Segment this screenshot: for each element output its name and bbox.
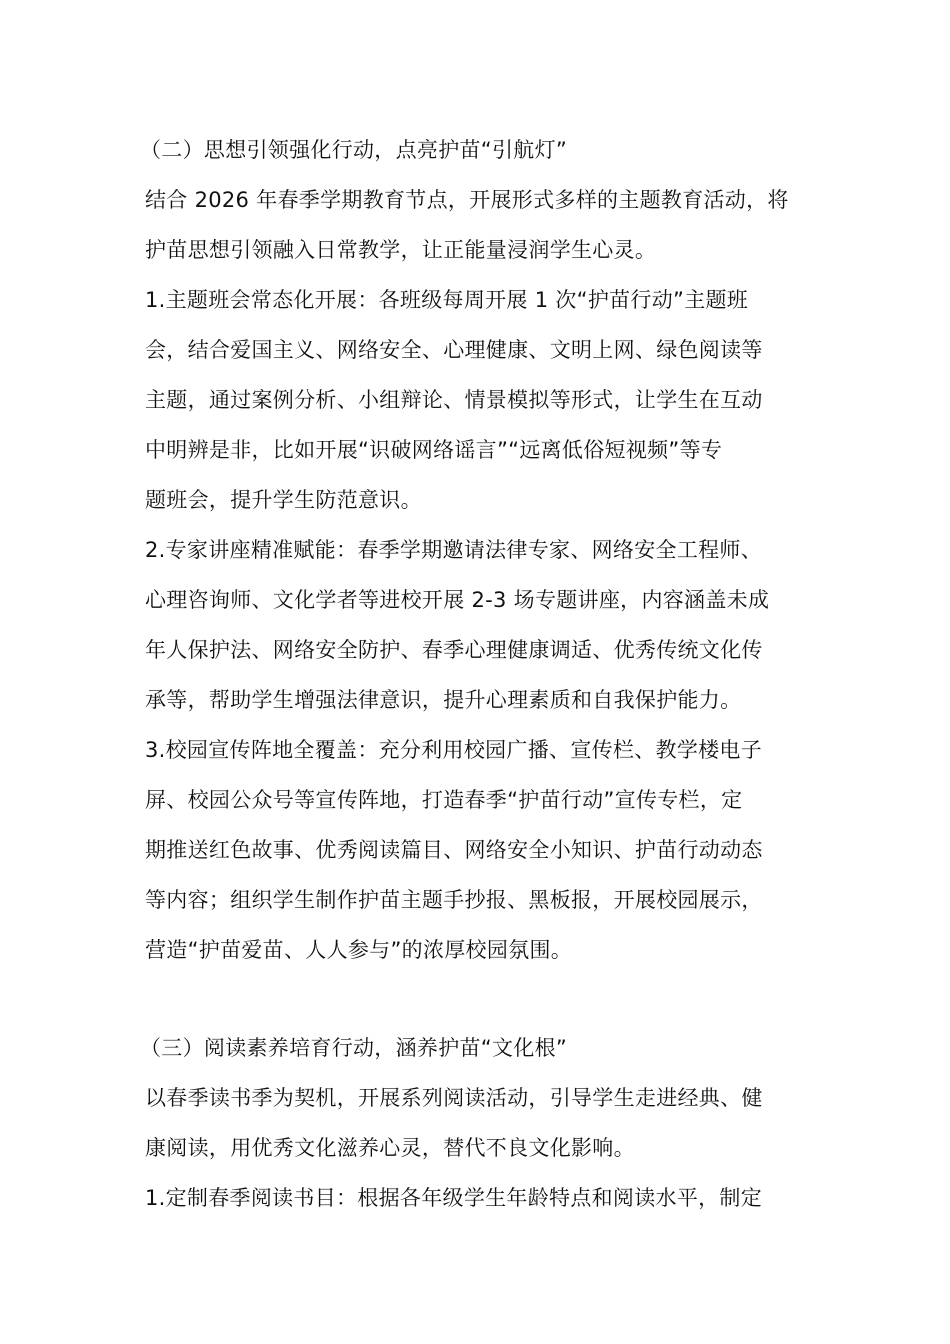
- list-item-line: 等内容；组织学生制作护苗主题手抄报、黑板报，开展校园展示，: [145, 888, 763, 912]
- list-item-line: 承等，帮助学生增强法律意识，提升心理素质和自我保护能力。: [145, 688, 742, 712]
- list-item-line: 1.定制春季阅读书目：根据各年级学生年龄特点和阅读水平，制定: [145, 1186, 763, 1210]
- list-item-line: 1.主题班会常态化开展：各班级每周开展 1 次“护苗行动”主题班: [145, 288, 749, 312]
- section-3-heading: （三）阅读素养培育行动，涵养护苗“文化根”: [140, 1036, 568, 1060]
- list-item-line: 3.校园宣传阵地全覆盖：充分利用校园广播、宣传栏、教学楼电子: [145, 738, 763, 762]
- list-item-line: 期推送红色故事、优秀阅读篇目、网络安全小知识、护苗行动动态: [145, 838, 763, 862]
- list-item-line: 心理咨询师、文化学者等进校开展 2-3 场专题讲座，内容涵盖未成: [145, 588, 770, 612]
- paragraph-line: 康阅读，用优秀文化滋养心灵，替代不良文化影响。: [145, 1136, 635, 1160]
- section-2-heading: （二）思想引领强化行动，点亮护苗“引航灯”: [140, 138, 568, 162]
- list-item-line: 题班会，提升学生防范意识。: [145, 488, 422, 512]
- paragraph-line: 以春季读书季为契机，开展系列阅读活动，引导学生走进经典、健: [145, 1086, 763, 1110]
- list-item-line: 营造“护苗爱苗、人人参与”的浓厚校园氛围。: [145, 938, 573, 962]
- paragraph-line: 护苗思想引领融入日常教学，让正能量浸润学生心灵。: [145, 238, 657, 262]
- list-item-line: 中明辨是非，比如开展“识破网络谣言”“远离低俗短视频”等专: [145, 438, 723, 462]
- paragraph-line: 结合 2026 年春季学期教育节点，开展形式多样的主题教育活动，将: [145, 188, 789, 212]
- list-item-line: 年人保护法、网络安全防护、春季心理健康调适、优秀传统文化传: [145, 638, 763, 662]
- list-item-line: 屏、校园公众号等宣传阵地，打造春季“护苗行动”宣传专栏，定: [145, 788, 743, 812]
- list-item-line: 会，结合爱国主义、网络安全、心理健康、文明上网、绿色阅读等: [145, 338, 763, 362]
- list-item-line: 主题，通过案例分析、小组辩论、情景模拟等形式，让学生在互动: [145, 388, 763, 412]
- list-item-line: 2.专家讲座精准赋能：春季学期邀请法律专家、网络安全工程师、: [145, 538, 763, 562]
